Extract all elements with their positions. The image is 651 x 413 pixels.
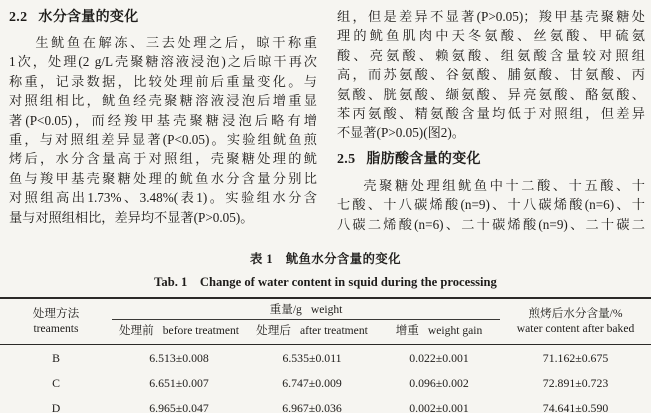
text-line: 著(P<0.05)，而经羧甲基壳聚糖浸泡后略有增 [9, 112, 317, 128]
left-column [9, 7, 317, 240]
table-title-en: Tab. 1 Change of water content in squid during the processing [154, 275, 497, 289]
col-header-after [246, 320, 378, 345]
table-section [0, 249, 651, 413]
table-row [0, 345, 651, 371]
cell-water: 72.891±0.723 [542, 376, 609, 390]
text-line: 鱼与羧甲基壳聚糖处理的鱿鱼水分含量分别比 [9, 170, 317, 186]
text-line: 对照组高出1.73%、3.48%(表1)。实验组水分含 [9, 190, 317, 206]
col-header-after-zh: 处理后 [256, 324, 291, 337]
cell-water: 74.641±0.590 [542, 401, 609, 413]
cell-treatment: C [52, 376, 60, 390]
text-line: 七酸、十八碳烯酸(n=9)、十八碳烯酸(n=6)、十 [337, 197, 645, 213]
weight-group-zh: 重量/g [269, 303, 302, 316]
text-line: 理的鱿鱼肌肉中天冬氨酸、丝氨酸、甲硫氨 [337, 28, 645, 44]
cell-before: 6.965±0.047 [149, 401, 209, 413]
table-row [0, 370, 651, 395]
table-title-zh: 表 1 鱿鱼水分含量的变化 [250, 252, 401, 266]
cell-treatment: B [52, 351, 60, 365]
paragraph [9, 33, 317, 227]
cell-before: 6.651±0.007 [149, 376, 209, 390]
text-line: 酸、亮氨酸、赖氨酸、组氨酸含量较对照组 [337, 47, 645, 63]
col-header-treatments-en: treaments [33, 321, 79, 335]
text-line: 组，但是差异不显著(P>0.05)；羧甲基壳聚糖处 [337, 9, 645, 24]
right-column [337, 7, 645, 240]
text-line: 对照组相比，鱿鱼经壳聚糖溶液浸泡后增重显 [9, 93, 317, 109]
section-title: 水分含量的变化 [38, 10, 139, 25]
cell-gain: 0.022±0.001 [409, 351, 469, 365]
text-line: 苯丙氨酸、精氨酸含量均低于对照组，但差异 [337, 105, 645, 121]
col-header-gain [378, 320, 500, 345]
section-title: 脂肪酸含量的变化 [366, 151, 481, 167]
col-header-before [112, 320, 246, 345]
section-heading-2-5 [337, 150, 645, 169]
water-content-table [0, 297, 651, 413]
section-heading-2-2 [9, 8, 317, 27]
text-line: 烤后，水分含量高于对照组，壳聚糖处理的鱿 [9, 151, 317, 167]
col-header-weight-group [112, 298, 500, 320]
paragraph [337, 7, 645, 143]
cell-after: 6.535±0.011 [282, 351, 342, 365]
cell-water: 71.162±0.675 [542, 351, 609, 365]
text-line: 高，而苏氨酸、谷氨酸、脯氨酸、甘氨酸、丙 [337, 67, 645, 83]
table-row [0, 395, 651, 413]
col-header-gain-zh: 增重 [395, 324, 419, 337]
text-line: 量与对照组相比，差异均不显著(P>0.05)。 [9, 209, 254, 225]
section-number: 2.2 [9, 10, 28, 25]
cell-after: 6.967±0.036 [282, 401, 342, 413]
text-line: 八碳二烯酸(n=6)、二十碳烯酸(n=9)、二十碳二 [337, 216, 645, 232]
col-header-after-en: after treatment [299, 324, 368, 337]
text-line: 氨酸、胱氨酸、缬氨酸、异亮氨酸、酪氨酸、 [337, 86, 645, 102]
paragraph [337, 176, 645, 234]
cell-gain: 0.096±0.002 [409, 376, 469, 390]
col-header-treatments-zh: 处理方法 [32, 306, 80, 320]
text-line: 称重，记录数据，比较处理前后重量变化。与 [9, 73, 317, 89]
col-header-water-en: water content after baked [516, 321, 635, 335]
text-line: 不显著(P>0.05)(图2)。 [337, 125, 465, 141]
col-header-treatments [0, 298, 112, 345]
text-line: 生鱿鱼在解冻、三去处理之后，晾干称重 [35, 35, 317, 50]
col-header-before-en: before treatment [162, 324, 240, 337]
cell-treatment: D [51, 401, 61, 413]
col-header-gain-en: weight gain [427, 324, 483, 337]
text-line: 1次，处理(2 g/L壳聚糖溶液浸泡)之后晾干再次 [9, 54, 317, 70]
cell-after: 6.747±0.009 [282, 376, 342, 390]
text-line: 重，与对照组差异显著(P<0.05)。实验组鱿鱼煎 [9, 131, 317, 147]
col-header-water-content [500, 298, 651, 345]
col-header-water-zh: 煎烤后水分含量/% [528, 306, 623, 320]
text-line: 壳聚糖处理组鱿鱼中十二酸、十五酸、十 [363, 177, 645, 193]
col-header-before-zh: 处理前 [118, 324, 154, 337]
cell-before: 6.513±0.008 [149, 351, 209, 365]
cell-gain: 0.002±0.001 [409, 401, 469, 413]
section-number: 2.5 [337, 151, 356, 167]
weight-group-en: weight [310, 303, 343, 316]
